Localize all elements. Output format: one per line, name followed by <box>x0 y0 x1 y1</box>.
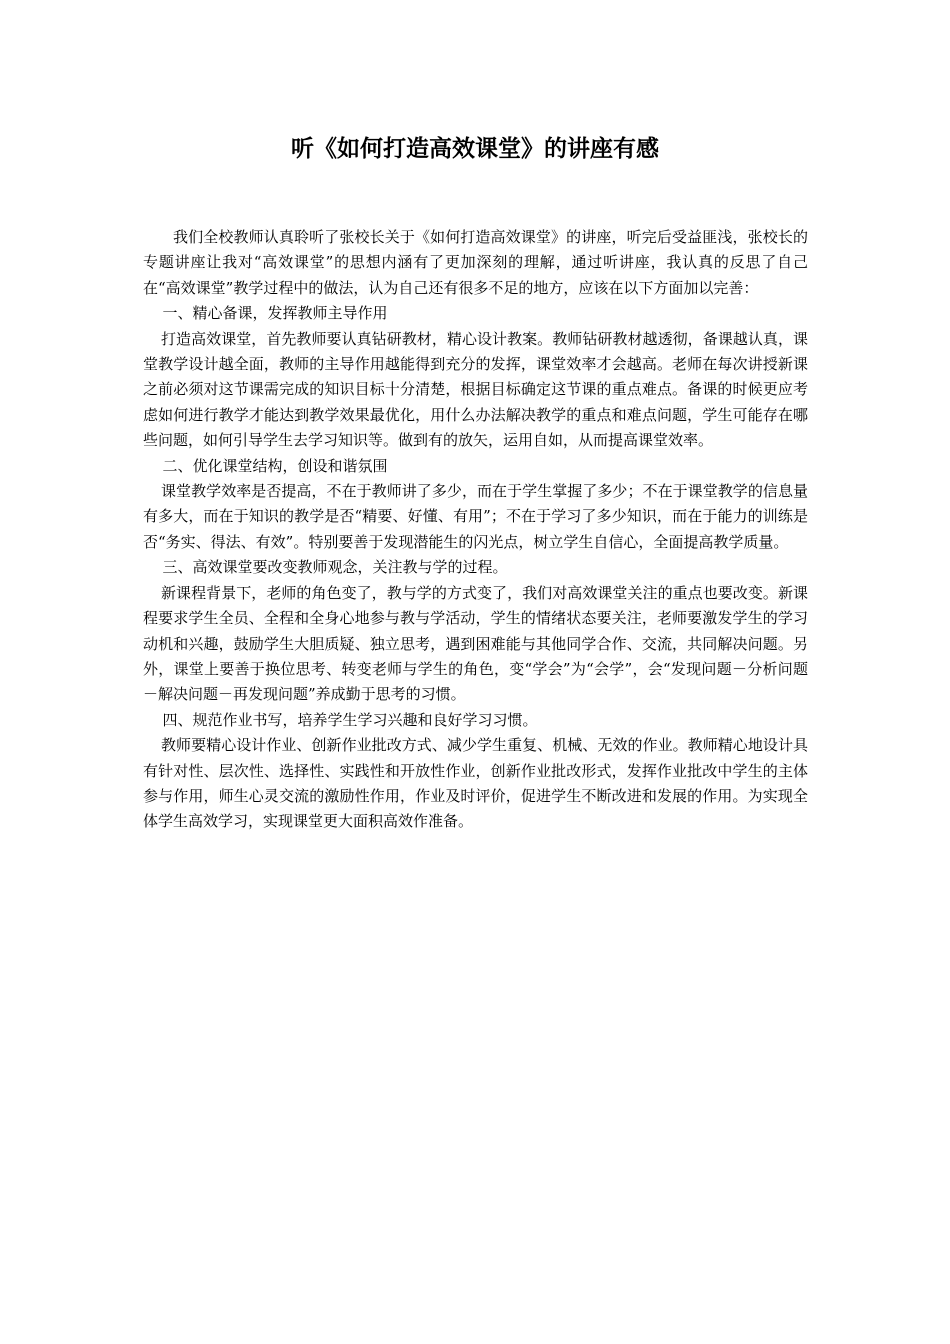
section-heading-1: 一、精心备课，发挥教师主导作用 <box>162 304 388 323</box>
section-heading-3: 三、高效课堂要改变教师观念，关注教与学的过程。 <box>162 558 508 577</box>
section-paragraph-4: 教师要精心设计作业、创新作业批改方式、减少学生重复、机械、无效的作业。教师精心地设计具有针对性、层次性、选择性、实践性和开放性作业，创新作业批改形式，发挥作业批改中学生的主体参与作用，师生心灵交流的激励性作用，作业及时评价，促进学生不断改进和发展的作用。为实现全体学生高效学习，实现课堂更大面积高效作准备。 <box>143 736 808 831</box>
section-heading-2: 二、优化课堂结构，创设和谐氛围 <box>162 456 388 475</box>
section-heading-4: 四、规范作业书写，培养学生学习兴趣和良好学习习惯。 <box>162 710 538 729</box>
document-body <box>143 225 808 835</box>
section-paragraph-2: 课堂教学效率是否提高，不在于教师讲了多少，而在于学生掌握了多少；不在于课堂教学的信息量有多大，而在于知识的教学是否“精要、好懂、有用”；不在于学习了多少知识，而在于能力的训练是否“务实、得法、有效”。特别要善于发现潜能生的闪光点，树立学生自信心，全面提高教学质量。 <box>143 482 808 551</box>
section-paragraph-3: 新课程背景下，老师的角色变了，教与学的方式变了，我们对高效课堂关注的重点也要改变。新课程要求学生全员、全程和全身心地参与教与学活动，学生的情绪状态要关注，老师要激发学生的学习动机和兴趣，鼓励学生大胆质疑、独立思考，遇到困难能与其他同学合作、交流，共同解决问题。另外，课堂上要善于换位思考、转变老师与学生的角色，变“学会”为“会学”，会“发现问题－分析问题－解决问题－再发现问题”养成勤于思考的习惯。 <box>143 583 808 704</box>
document-title: 听《如何打造高效课堂》的讲座有感 <box>291 136 659 162</box>
intro-paragraph: 我们全校教师认真聆听了张校长关于《如何打造高效课堂》的讲座，听完后受益匪浅，张校长的专题讲座让我对“高效课堂”的思想内涵有了更加深刻的理解，通过听讲座，我认真的反思了自己在“高效课堂”教学过程中的做法，认为自己还有很多不足的地方，应该在以下方面加以完善： <box>143 228 808 297</box>
section-paragraph-1: 打造高效课堂，首先教师要认真钻研教材，精心设计教案。教师钻研教材越透彻，备课越认真，课堂教学设计越全面，教师的主导作用越能得到充分的发挥，课堂效率才会越高。老师在每次讲授新课之前必须对这节课需完成的知识目标十分清楚，根据目标确定这节课的重点难点。备课的时候更应考虑如何进行教学才能达到教学效果最优化，用什么办法解决教学的重点和难点问题，学生可能存在哪些问题，如何引导学生去学习知识等。做到有的放矢，运用自如，从而提高课堂效率。 <box>143 329 808 450</box>
